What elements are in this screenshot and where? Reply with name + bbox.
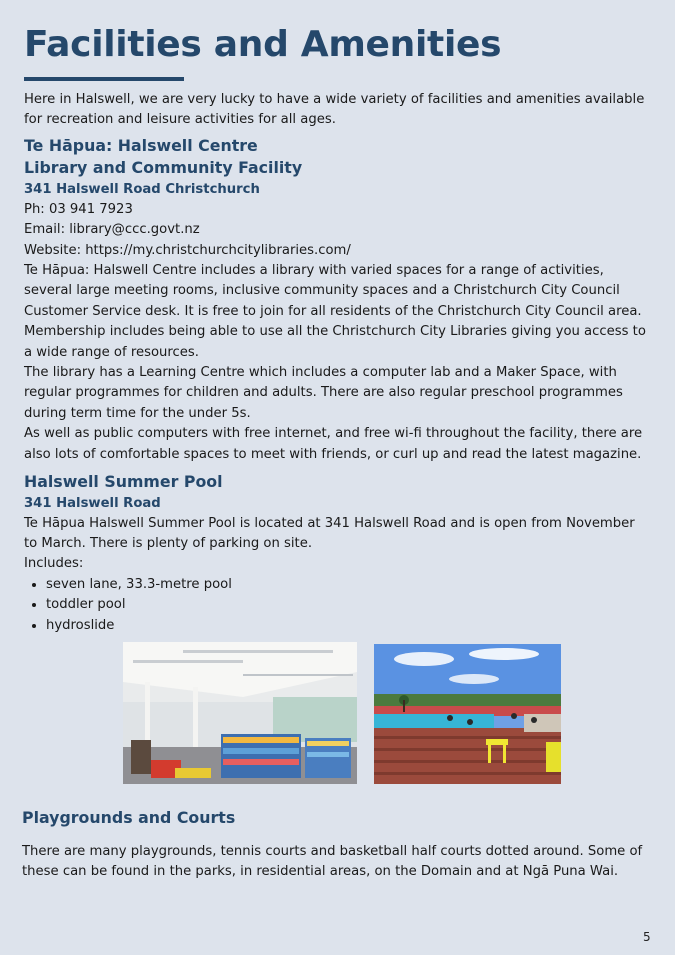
centre-paragraph-1: Te Hāpua: Halswell Centre includes a library with varied spaces for a range of activities, several large meeting rooms, inclusive community spaces and a Christchurch City Council Customer Service desk. It is free to join for all residents of the Christchurch City Council area. Membership includes being able to use all the Christchurch City Libraries giving you access to a wide range of resources. (24, 263, 646, 360)
playgrounds-heading: Playgrounds and Courts (22, 808, 236, 827)
intro-paragraph: Here in Halswell, we are very lucky to have a wide variety of facilities and amenities available for recreation and leisure activities for all ages. (24, 92, 645, 128)
title-underline (24, 77, 184, 81)
centre-address: 341 Halswell Road Christchurch (24, 181, 260, 197)
centre-website: Website: https://my.christchurchcitylibraries.com/ (24, 242, 351, 258)
list-item: • toddler pool (46, 595, 649, 615)
playgrounds-section (22, 806, 652, 883)
centre-phone: Ph: 03 941 7923 (24, 201, 133, 217)
main-content (24, 88, 649, 636)
page-title: Facilities and Amenities (24, 24, 502, 65)
page-number: 5 (643, 930, 651, 944)
pool-features-list (24, 575, 649, 636)
centre-heading-line1: Te Hāpua: Halswell Centre (24, 135, 258, 155)
list-item: • hydroslide (46, 616, 649, 636)
summer-pool-section (24, 471, 649, 636)
centre-paragraph-2: The library has a Learning Centre which includes a computer lab and a Maker Space, with regular programmes for children and adults. There are also regular preschool programmes during term time for the under 5s. (24, 365, 623, 421)
pool-heading: Halswell Summer Pool (24, 472, 223, 492)
list-item: • seven lane, 33.3-metre pool (46, 575, 649, 595)
centre-paragraph-3: As well as public computers with free internet, and free wi-fi throughout the facility, there are also lots of comfortable spaces to meet with friends, or curl up and read the latest magazine. (24, 426, 643, 462)
playgrounds-paragraph: There are many playgrounds, tennis courts and basketball half courts dotted around. Some of these can be found in the parks, in residential areas, on the Domain and at Ngā Puna Wai. (22, 844, 643, 880)
pool-paragraph-1: Te Hāpua Halswell Summer Pool is located at 341 Halswell Road and is open from November to March. There is plenty of parking on site. (24, 515, 635, 551)
library-interior-photo (123, 642, 357, 784)
pool-address: 341 Halswell Road (24, 495, 161, 511)
summer-pool-photo (374, 644, 561, 784)
pool-includes-label: Includes: (24, 556, 84, 572)
centre-heading-line2: Library and Community Facility (24, 158, 303, 178)
centre-email: Email: library@ccc.govt.nz (24, 222, 200, 238)
halswell-centre-section (24, 135, 649, 465)
